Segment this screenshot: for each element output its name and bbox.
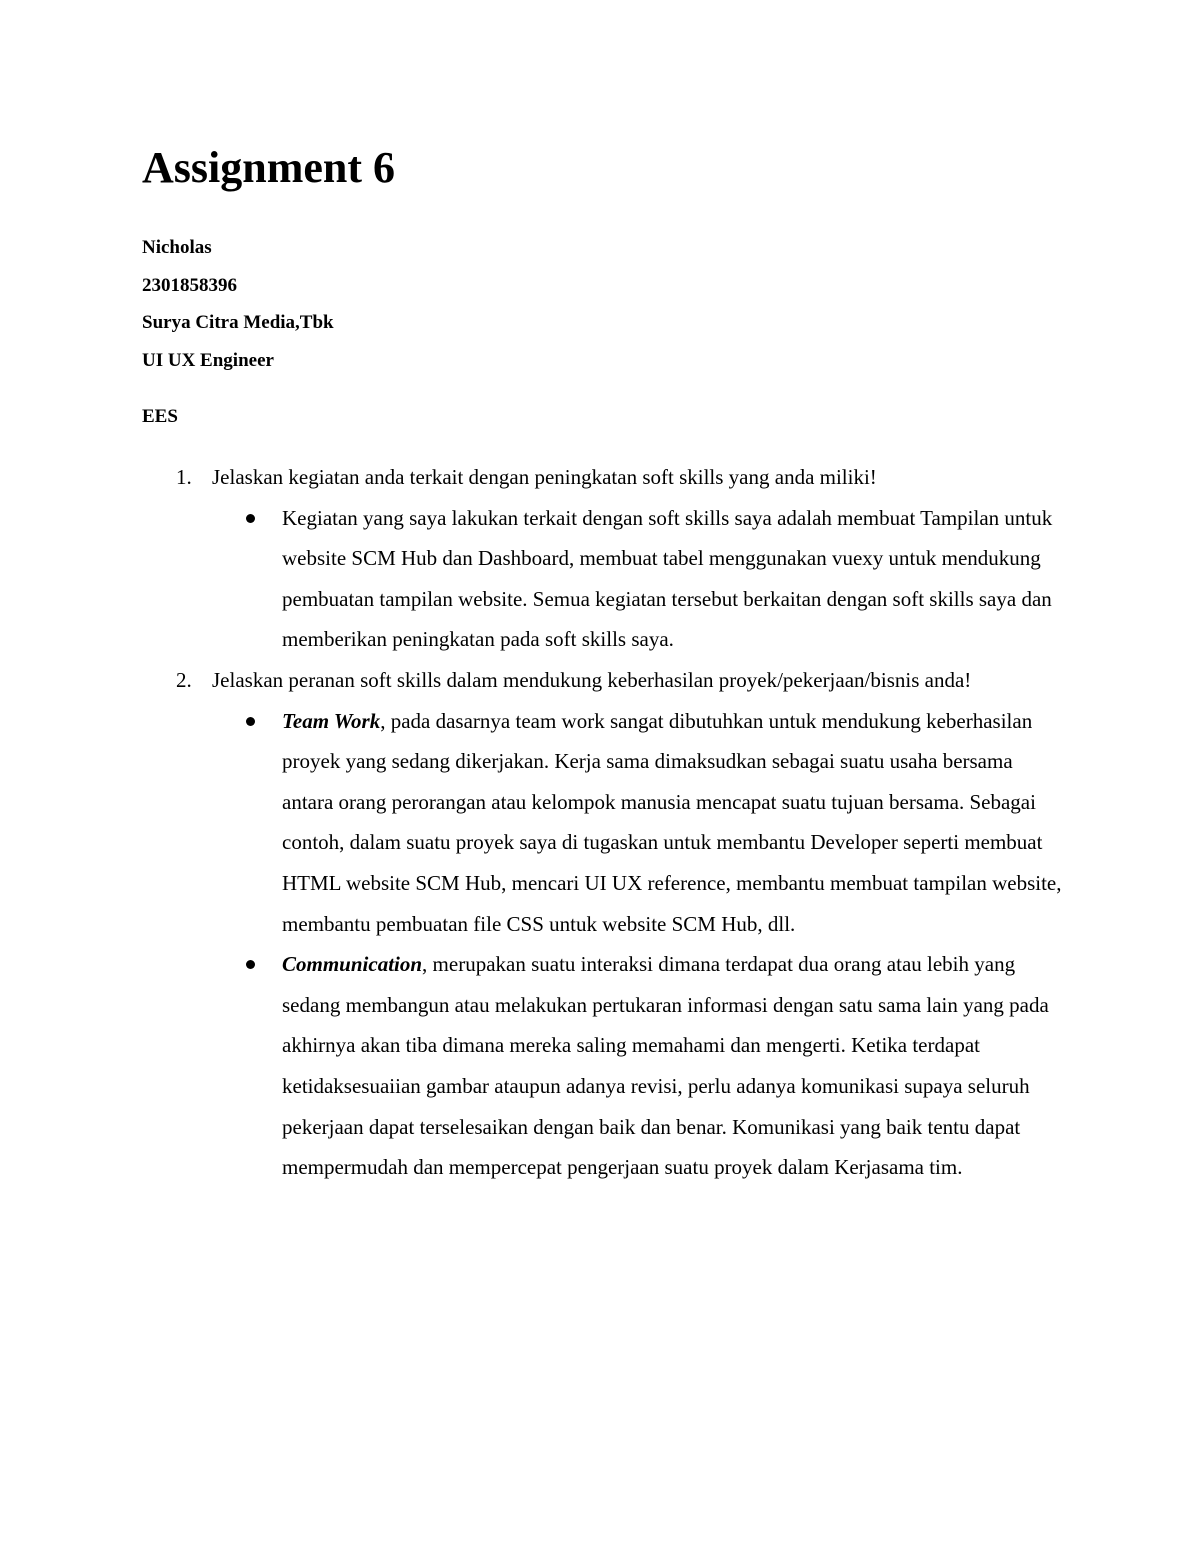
- question-text: Jelaskan kegiatan anda terkait dengan peningkatan soft skills yang anda miliki!: [212, 465, 877, 489]
- question-item: [142, 660, 1062, 1188]
- bullet-icon: [246, 960, 255, 969]
- question-list: [142, 457, 1062, 1188]
- company-name: Surya Citra Media,Tbk: [142, 312, 334, 333]
- answer-lead-term: Communication: [282, 952, 423, 977]
- bullet-icon: [246, 717, 255, 726]
- question-number: 1.: [176, 465, 192, 489]
- question-item: [142, 457, 1062, 660]
- job-role: UI UX Engineer: [142, 350, 274, 371]
- answer-item: [212, 701, 1062, 945]
- answer-text: , pada dasarnya team work sangat dibutuhkan untuk mendukung keberhasilan proyek yang sedang dikerjakan. Kerja sama dimaksudkan sebagai suatu usaha bersama antara orang perorangan atau kelompok manusia mencapat suatu tujuan bersama. Sebagai contoh, dalam suatu proyek saya di tugaskan untuk membantu Developer seperti membuat HTML website SCM Hub, mencari UI UX reference, membantu membuat tampilan website, membantu pembuatan file CSS untuk website SCM Hub, dll.: [282, 708, 1062, 936]
- answer-list: [212, 498, 1062, 660]
- student-id: 2301858396: [142, 275, 237, 296]
- question-number: 2.: [176, 667, 192, 692]
- answer-text: , merupakan suatu interaksi dimana terdapat dua orang atau lebih yang sedang membangun atau melakukan pertukaran informasi dengan satu sama lain yang pada akhirnya akan tiba dimana mereka saling memahami dan mengerti. Ketika terdapat ketidaksesuaiian gambar ataupun adanya revisi, perlu adanya komunikasi supaya seluruh pekerjaan dapat terselesaikan dengan baik dan benar. Komunikasi yang baik tentu dapat mempermudah dan mempercepat pengerjaan suatu proyek dalam Kerjasama tim.: [282, 952, 1049, 1180]
- answer-list: [212, 701, 1062, 1188]
- page-title: Assignment 6: [142, 143, 396, 192]
- answer-item: [212, 498, 1062, 660]
- course-code: EES: [142, 406, 178, 427]
- question-text: Jelaskan peranan soft skills dalam mendukung keberhasilan proyek/pekerjaan/bisnis anda!: [212, 667, 972, 692]
- answer-text: Kegiatan yang saya lakukan terkait dengan soft skills saya adalah membuat Tampilan untuk website SCM Hub dan Dashboard, membuat tabel menggunakan vuexy untuk mendukung pembuatan tampilan website. Semua kegiatan tersebut berkaitan dengan soft skills saya dan memberikan peningkatan pada soft skills saya.: [282, 505, 1053, 652]
- bullet-icon: [246, 514, 255, 523]
- answer-lead-term: Team Work: [282, 708, 381, 733]
- student-name: Nicholas: [142, 237, 212, 258]
- answer-item: [212, 944, 1062, 1188]
